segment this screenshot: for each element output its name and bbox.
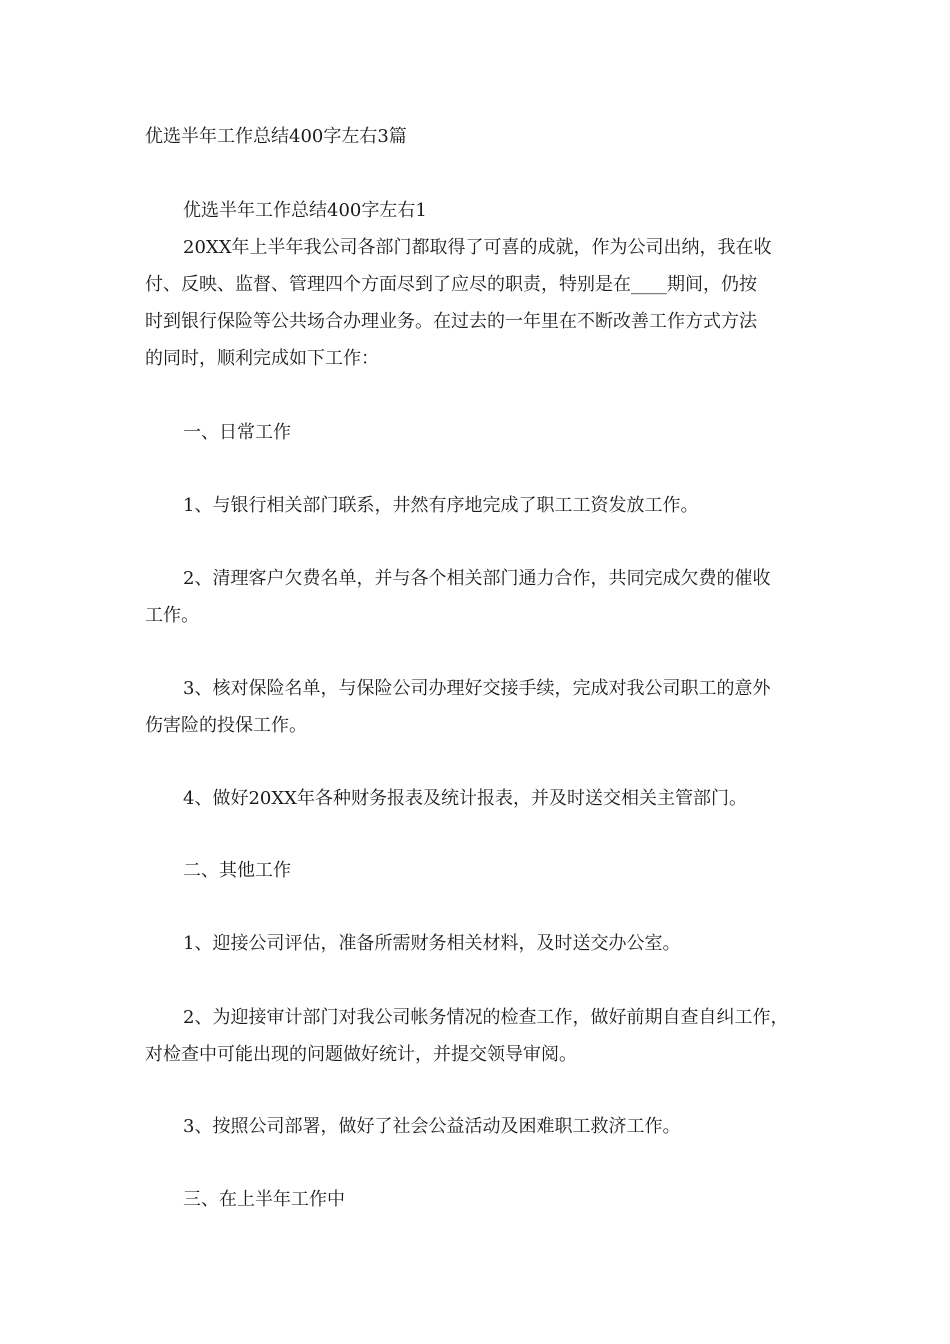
daily-item: 3、核对保险名单，与保险公司办理好交接手续，完成对我公司职工的意外 [183, 678, 771, 699]
daily-item-continuation: 伤害险的投保工作。 [145, 715, 307, 736]
other-item: 3、按照公司部署，做好了社会公益活动及困难职工救济工作。 [183, 1116, 681, 1137]
other-item: 2、为迎接审计部门对我公司帐务情况的检查工作，做好前期自查自纠工作， [183, 1007, 789, 1028]
heading-other-work: 二、其他工作 [183, 860, 291, 881]
intro-paragraph-line: 20XX年上半年我公司各部门都取得了可喜的成就，作为公司出纳，我在收 [183, 237, 772, 258]
intro-paragraph-line: 付、反映、监督、管理四个方面尽到了应尽的职责，特别是在____期间，仍按 [145, 274, 757, 295]
daily-item: 1、与银行相关部门联系，井然有序地完成了职工工资发放工作。 [183, 495, 699, 516]
intro-paragraph-line: 的同时，顺利完成如下工作： [145, 348, 379, 369]
section-title: 优选半年工作总结400字左右1 [183, 200, 427, 221]
other-item-continuation: 对检查中可能出现的问题做好统计，并提交领导审阅。 [145, 1044, 577, 1065]
daily-item: 4、做好20XX年各种财务报表及统计报表，并及时送交相关主管部门。 [183, 788, 747, 809]
daily-item-continuation: 工作。 [145, 605, 199, 626]
daily-item: 2、清理客户欠费名单，并与各个相关部门通力合作，共同完成欠费的催收 [183, 568, 771, 589]
other-item: 1、迎接公司评估，准备所需财务相关材料，及时送交办公室。 [183, 933, 681, 954]
intro-paragraph-line: 时到银行保险等公共场合办理业务。在过去的一年里在不断改善工作方式方法 [145, 311, 757, 332]
heading-first-half: 三、在上半年工作中 [183, 1189, 345, 1210]
heading-daily-work: 一、日常工作 [183, 422, 291, 443]
document-title: 优选半年工作总结400字左右3篇 [145, 126, 407, 147]
